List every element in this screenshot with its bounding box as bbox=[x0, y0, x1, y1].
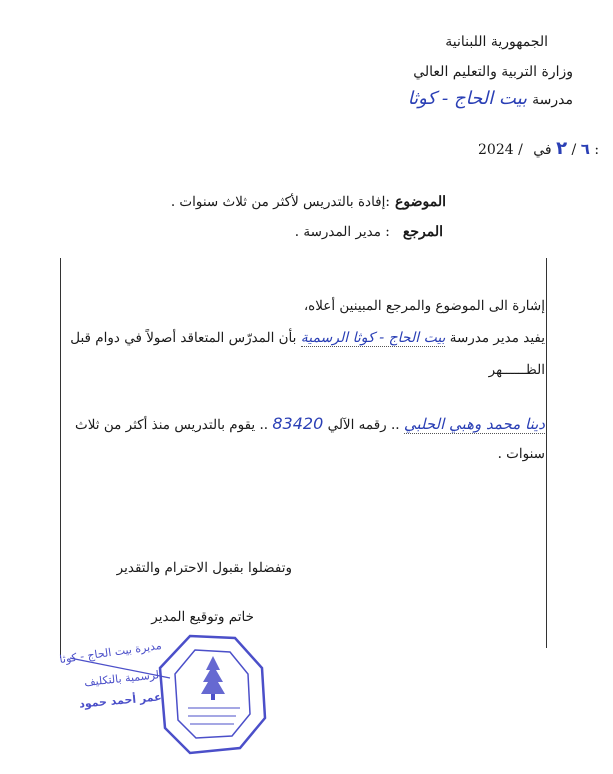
date-month: ٦ bbox=[580, 140, 590, 158]
body-line-5: سنوات . bbox=[497, 446, 545, 462]
body-number-handwritten: 83420 bbox=[272, 414, 324, 433]
date-sep: / bbox=[518, 142, 523, 158]
right-border-line bbox=[546, 258, 547, 648]
ministry-title: وزارة التربية والتعليم العالي bbox=[413, 64, 573, 80]
body-intro: إشارة الى الموضوع والمرجع المبينين أعلاه، bbox=[303, 298, 545, 314]
reference-line bbox=[295, 221, 443, 240]
body-line4-mid: رقمه الآلي bbox=[327, 417, 387, 433]
date-line bbox=[478, 138, 599, 159]
body-line4-end: يقوم بالتدريس منذ أكثر من ثلاث bbox=[75, 417, 256, 433]
date-day-handwritten: ٢ bbox=[556, 138, 568, 159]
subject-label: الموضوع bbox=[395, 194, 446, 210]
stamp-text-line3: عمر أحمد حمود bbox=[78, 690, 163, 711]
reference-label: المرجع bbox=[402, 224, 443, 240]
body-school-handwritten: بيت الحاج - كوثا الرسمية bbox=[300, 330, 446, 346]
body-line-4: دينا محمد وهبي الحلبي .. رقمه الآلي 83420 .. يقوم بالتدريس منذ أكثر من ثلاث bbox=[75, 414, 545, 433]
closing-regards: وتفضلوا بقبول الاحترام والتقدير bbox=[116, 560, 292, 576]
date-prefix: في : bbox=[533, 142, 600, 158]
school-line bbox=[408, 88, 573, 114]
stamp-text-line2: الرسمية بالتكليف bbox=[83, 667, 163, 690]
body-line-2 bbox=[65, 330, 545, 346]
school-label: مدرسة bbox=[532, 92, 573, 108]
stamp-seal-graphic bbox=[50, 628, 280, 758]
official-stamp bbox=[50, 628, 280, 758]
date-sep: / bbox=[571, 142, 577, 158]
body-line2-end: بأن المدرّس المتعاقد أصولاً في دوام قبل bbox=[70, 330, 297, 346]
signature-label: خاتم وتوقيع المدير bbox=[151, 609, 254, 625]
reference-text: : مدير المدرسة . bbox=[294, 224, 390, 240]
school-name-handwritten: بيت الحاج - كوثا bbox=[407, 88, 528, 109]
stamp-text-line1: مديرة بيت الحاج - كوثا bbox=[58, 638, 163, 667]
subject-line bbox=[171, 191, 446, 210]
body-line2-start: يفيد مدير مدرسة bbox=[449, 330, 545, 346]
left-border-line bbox=[60, 258, 61, 658]
republic-title: الجمهورية اللبنانية bbox=[445, 34, 548, 50]
body-line-3: الظــــــهر bbox=[488, 362, 545, 378]
body-teacher-name-handwritten: دينا محمد وهبي الحلبي bbox=[403, 415, 545, 433]
subject-text: :إفادة بالتدريس لأكثر من ثلاث سنوات . bbox=[170, 194, 390, 210]
date-year: 2024 bbox=[478, 142, 514, 158]
